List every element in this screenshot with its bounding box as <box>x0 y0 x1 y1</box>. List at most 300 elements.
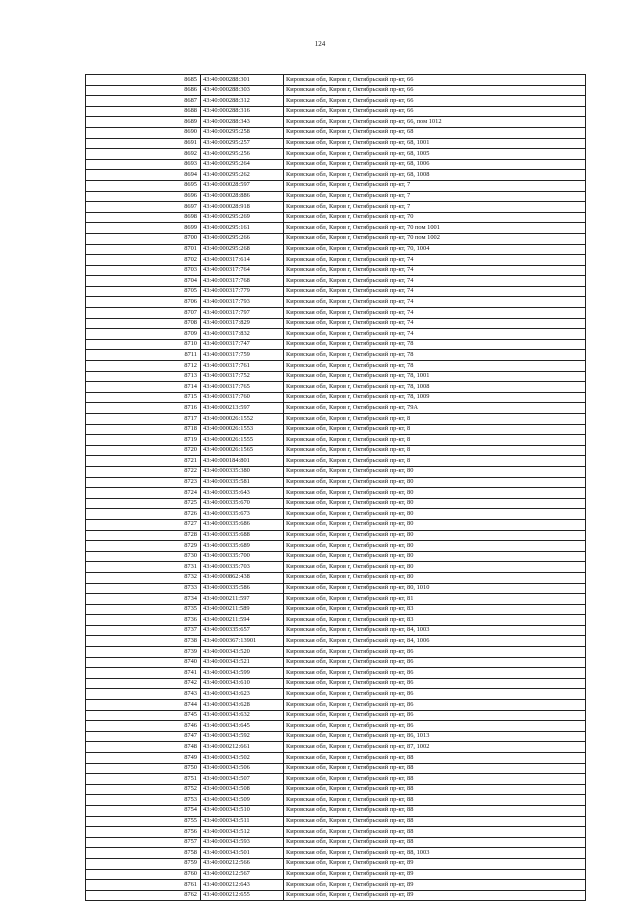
row-number-cell: 8713 <box>86 371 201 382</box>
address-cell: Кировская обл, Киров г, Октябрьский пр-кт, 66 <box>284 75 586 86</box>
table-row <box>86 572 586 583</box>
cadastral-number-cell: 43:40:000335:689 <box>201 541 284 552</box>
row-number-cell: 8723 <box>86 477 201 488</box>
cadastral-number-cell: 43:40:000335:673 <box>201 509 284 520</box>
address-cell: Кировская обл, Киров г, Октябрьский пр-кт, 74 <box>284 329 586 340</box>
row-number-cell: 8741 <box>86 668 201 679</box>
address-cell: Кировская обл, Киров г, Октябрьский пр-кт, 84, 1006 <box>284 636 586 647</box>
cadastral-number-cell: 43:40:000288:301 <box>201 75 284 86</box>
address-cell: Кировская обл, Киров г, Октябрьский пр-кт, 78, 1009 <box>284 392 586 403</box>
table-row <box>86 138 586 149</box>
address-cell: Кировская обл, Киров г, Октябрьский пр-кт, 88 <box>284 753 586 764</box>
table-row <box>86 361 586 372</box>
cadastral-number-cell: 43:40:000335:586 <box>201 583 284 594</box>
address-cell: Кировская обл, Киров г, Октябрьский пр-кт, 68, 1005 <box>284 149 586 160</box>
cadastral-number-cell: 43:40:000343:520 <box>201 647 284 658</box>
row-number-cell: 8761 <box>86 880 201 891</box>
row-number-cell: 8686 <box>86 85 201 96</box>
cadastral-number-cell: 43:40:000343:508 <box>201 784 284 795</box>
table-row <box>86 827 586 838</box>
table-row <box>86 223 586 234</box>
table-row <box>86 869 586 880</box>
address-cell: Кировская обл, Киров г, Октябрьский пр-кт, 80 <box>284 551 586 562</box>
cadastral-number-cell: 43:40:000295:161 <box>201 223 284 234</box>
table-row <box>86 848 586 859</box>
table-row <box>86 562 586 573</box>
row-number-cell: 8720 <box>86 445 201 456</box>
row-number-cell: 8717 <box>86 414 201 425</box>
table-row <box>86 678 586 689</box>
table-row <box>86 117 586 128</box>
table-row <box>86 784 586 795</box>
cadastral-number-cell: 43:40:000295:256 <box>201 149 284 160</box>
row-number-cell: 8701 <box>86 244 201 255</box>
cadastral-number-cell: 43:40:000026:1553 <box>201 424 284 435</box>
table-row <box>86 392 586 403</box>
row-number-cell: 8708 <box>86 318 201 329</box>
cadastral-number-cell: 43:40:000343:521 <box>201 657 284 668</box>
cadastral-number-cell: 43:40:000335:581 <box>201 477 284 488</box>
row-number-cell: 8754 <box>86 805 201 816</box>
address-cell: Кировская обл, Киров г, Октябрьский пр-кт, 74 <box>284 276 586 287</box>
address-cell: Кировская обл, Киров г, Октябрьский пр-кт, 80 <box>284 562 586 573</box>
row-number-cell: 8731 <box>86 562 201 573</box>
cadastral-number-cell: 43:40:000288:303 <box>201 85 284 96</box>
cadastral-number-cell: 43:40:000317:747 <box>201 339 284 350</box>
table-row <box>86 318 586 329</box>
row-number-cell: 8758 <box>86 848 201 859</box>
row-number-cell: 8747 <box>86 731 201 742</box>
cadastral-number-cell: 43:40:000335:703 <box>201 562 284 573</box>
row-number-cell: 8699 <box>86 223 201 234</box>
row-number-cell: 8749 <box>86 753 201 764</box>
address-cell: Кировская обл, Киров г, Октябрьский пр-кт, 8 <box>284 414 586 425</box>
cadastral-number-cell: 43:40:000317:829 <box>201 318 284 329</box>
address-cell: Кировская обл, Киров г, Октябрьский пр-кт, 89 <box>284 858 586 869</box>
table-row <box>86 858 586 869</box>
cadastral-number-cell: 43:40:000317:764 <box>201 265 284 276</box>
cadastral-number-cell: 43:40:000317:614 <box>201 255 284 266</box>
cadastral-number-cell: 43:40:000028:886 <box>201 191 284 202</box>
cadastral-number-cell: 43:40:000335:686 <box>201 519 284 530</box>
cadastral-number-cell: 43:40:000317:760 <box>201 392 284 403</box>
row-number-cell: 8737 <box>86 625 201 636</box>
table-row <box>86 75 586 86</box>
row-number-cell: 8726 <box>86 509 201 520</box>
registry-table-body <box>86 75 586 901</box>
address-cell: Кировская обл, Киров г, Октябрьский пр-кт, 80 <box>284 466 586 477</box>
cadastral-number-cell: 43:40:000212:643 <box>201 880 284 891</box>
row-number-cell: 8704 <box>86 276 201 287</box>
row-number-cell: 8746 <box>86 721 201 732</box>
table-row <box>86 477 586 488</box>
table-row <box>86 456 586 467</box>
table-row <box>86 106 586 117</box>
row-number-cell: 8702 <box>86 255 201 266</box>
address-cell: Кировская обл, Киров г, Октябрьский пр-кт, 88 <box>284 763 586 774</box>
table-row <box>86 466 586 477</box>
row-number-cell: 8752 <box>86 784 201 795</box>
table-row <box>86 625 586 636</box>
table-row <box>86 890 586 901</box>
table-row <box>86 763 586 774</box>
address-cell: Кировская обл, Киров г, Октябрьский пр-кт, 88 <box>284 795 586 806</box>
row-number-cell: 8685 <box>86 75 201 86</box>
table-row <box>86 488 586 499</box>
address-cell: Кировская обл, Киров г, Октябрьский пр-кт, 80 <box>284 477 586 488</box>
address-cell: Кировская обл, Киров г, Октябрьский пр-кт, 74 <box>284 286 586 297</box>
row-number-cell: 8696 <box>86 191 201 202</box>
address-cell: Кировская обл, Киров г, Октябрьский пр-кт, 8 <box>284 456 586 467</box>
address-cell: Кировская обл, Киров г, Октябрьский пр-кт, 74 <box>284 297 586 308</box>
row-number-cell: 8729 <box>86 541 201 552</box>
table-row <box>86 742 586 753</box>
cadastral-number-cell: 43:40:000335:670 <box>201 498 284 509</box>
row-number-cell: 8733 <box>86 583 201 594</box>
table-row <box>86 265 586 276</box>
cadastral-number-cell: 43:40:000288:312 <box>201 96 284 107</box>
row-number-cell: 8691 <box>86 138 201 149</box>
table-row <box>86 805 586 816</box>
address-cell: Кировская обл, Киров г, Октябрьский пр-кт, 7 <box>284 180 586 191</box>
row-number-cell: 8712 <box>86 361 201 372</box>
table-row <box>86 297 586 308</box>
row-number-cell: 8689 <box>86 117 201 128</box>
address-cell: Кировская обл, Киров г, Октябрьский пр-кт, 80 <box>284 519 586 530</box>
cadastral-number-cell: 43:40:000212:567 <box>201 869 284 880</box>
row-number-cell: 8698 <box>86 212 201 223</box>
row-number-cell: 8730 <box>86 551 201 562</box>
cadastral-number-cell: 43:40:000317:832 <box>201 329 284 340</box>
cadastral-number-cell: 43:40:000288:316 <box>201 106 284 117</box>
row-number-cell: 8736 <box>86 615 201 626</box>
address-cell: Кировская обл, Киров г, Октябрьский пр-кт, 80 <box>284 509 586 520</box>
cadastral-number-cell: 43:40:000212:566 <box>201 858 284 869</box>
address-cell: Кировская обл, Киров г, Октябрьский пр-кт, 88 <box>284 837 586 848</box>
cadastral-number-cell: 43:40:000343:599 <box>201 668 284 679</box>
address-cell: Кировская обл, Киров г, Октябрьский пр-кт, 70, 1004 <box>284 244 586 255</box>
row-number-cell: 8690 <box>86 127 201 138</box>
table-row <box>86 519 586 530</box>
address-cell: Кировская обл, Киров г, Октябрьский пр-кт, 74 <box>284 308 586 319</box>
address-cell: Кировская обл, Киров г, Октябрьский пр-кт, 86 <box>284 710 586 721</box>
address-cell: Кировская обл, Киров г, Октябрьский пр-кт, 80, 1010 <box>284 583 586 594</box>
cadastral-number-cell: 43:40:000862:438 <box>201 572 284 583</box>
cadastral-number-cell: 43:40:000317:797 <box>201 308 284 319</box>
row-number-cell: 8716 <box>86 403 201 414</box>
table-row <box>86 710 586 721</box>
address-cell: Кировская обл, Киров г, Октябрьский пр-кт, 80 <box>284 488 586 499</box>
cadastral-number-cell: 43:40:000295:266 <box>201 233 284 244</box>
cadastral-number-cell: 43:40:000295:258 <box>201 127 284 138</box>
cadastral-number-cell: 43:40:000335:657 <box>201 625 284 636</box>
table-row <box>86 85 586 96</box>
row-number-cell: 8693 <box>86 159 201 170</box>
table-row <box>86 774 586 785</box>
address-cell: Кировская обл, Киров г, Октябрьский пр-кт, 7 <box>284 191 586 202</box>
cadastral-number-cell: 43:40:000212:655 <box>201 890 284 901</box>
address-cell: Кировская обл, Киров г, Октябрьский пр-кт, 88 <box>284 827 586 838</box>
address-cell: Кировская обл, Киров г, Октябрьский пр-кт, 88, 1003 <box>284 848 586 859</box>
table-row <box>86 202 586 213</box>
row-number-cell: 8742 <box>86 678 201 689</box>
row-number-cell: 8751 <box>86 774 201 785</box>
cadastral-number-cell: 43:40:000343:507 <box>201 774 284 785</box>
row-number-cell: 8744 <box>86 700 201 711</box>
table-row <box>86 180 586 191</box>
row-number-cell: 8715 <box>86 392 201 403</box>
row-number-cell: 8724 <box>86 488 201 499</box>
address-cell: Кировская обл, Киров г, Октябрьский пр-кт, 80 <box>284 498 586 509</box>
address-cell: Кировская обл, Киров г, Октябрьский пр-кт, 66 <box>284 106 586 117</box>
row-number-cell: 8709 <box>86 329 201 340</box>
cadastral-number-cell: 43:40:000343:509 <box>201 795 284 806</box>
table-row <box>86 498 586 509</box>
address-cell: Кировская обл, Киров г, Октябрьский пр-кт, 7 <box>284 202 586 213</box>
address-cell: Кировская обл, Киров г, Октябрьский пр-кт, 83 <box>284 604 586 615</box>
address-cell: Кировская обл, Киров г, Октябрьский пр-кт, 8 <box>284 424 586 435</box>
cadastral-number-cell: 43:40:000343:506 <box>201 763 284 774</box>
cadastral-number-cell: 43:40:000026:1555 <box>201 435 284 446</box>
table-row <box>86 191 586 202</box>
row-number-cell: 8706 <box>86 297 201 308</box>
row-number-cell: 8745 <box>86 710 201 721</box>
address-cell: Кировская обл, Киров г, Октябрьский пр-кт, 86 <box>284 657 586 668</box>
table-row <box>86 339 586 350</box>
table-row <box>86 149 586 160</box>
table-row <box>86 541 586 552</box>
address-cell: Кировская обл, Киров г, Октябрьский пр-кт, 78, 1001 <box>284 371 586 382</box>
table-row <box>86 308 586 319</box>
cadastral-number-cell: 43:40:000335:700 <box>201 551 284 562</box>
table-row <box>86 276 586 287</box>
table-row <box>86 700 586 711</box>
cadastral-number-cell: 43:40:000028:597 <box>201 180 284 191</box>
address-cell: Кировская обл, Киров г, Октябрьский пр-кт, 70 пом 1001 <box>284 223 586 234</box>
cadastral-number-cell: 43:40:000343:592 <box>201 731 284 742</box>
address-cell: Кировская обл, Киров г, Октябрьский пр-кт, 86, 1013 <box>284 731 586 742</box>
row-number-cell: 8728 <box>86 530 201 541</box>
row-number-cell: 8710 <box>86 339 201 350</box>
cadastral-number-cell: 43:40:000343:501 <box>201 848 284 859</box>
address-cell: Кировская обл, Киров г, Октябрьский пр-кт, 86 <box>284 647 586 658</box>
table-row <box>86 647 586 658</box>
row-number-cell: 8695 <box>86 180 201 191</box>
address-cell: Кировская обл, Киров г, Октябрьский пр-кт, 81 <box>284 594 586 605</box>
address-cell: Кировская обл, Киров г, Октябрьский пр-кт, 66, пом 1012 <box>284 117 586 128</box>
table-row <box>86 435 586 446</box>
cadastral-number-cell: 43:40:000343:645 <box>201 721 284 732</box>
row-number-cell: 8722 <box>86 466 201 477</box>
table-row <box>86 509 586 520</box>
address-cell: Кировская обл, Киров г, Октябрьский пр-кт, 68, 1006 <box>284 159 586 170</box>
cadastral-number-cell: 43:40:000295:257 <box>201 138 284 149</box>
table-row <box>86 255 586 266</box>
address-cell: Кировская обл, Киров г, Октябрьский пр-кт, 86 <box>284 700 586 711</box>
row-number-cell: 8753 <box>86 795 201 806</box>
address-cell: Кировская обл, Киров г, Октябрьский пр-кт, 78 <box>284 361 586 372</box>
cadastral-number-cell: 43:40:000317:793 <box>201 297 284 308</box>
row-number-cell: 8757 <box>86 837 201 848</box>
row-number-cell: 8735 <box>86 604 201 615</box>
row-number-cell: 8711 <box>86 350 201 361</box>
cadastral-number-cell: 43:40:000343:510 <box>201 805 284 816</box>
table-row <box>86 414 586 425</box>
table-row <box>86 668 586 679</box>
table-row <box>86 286 586 297</box>
table-row <box>86 816 586 827</box>
address-cell: Кировская обл, Киров г, Октябрьский пр-кт, 78 <box>284 339 586 350</box>
address-cell: Кировская обл, Киров г, Октябрьский пр-кт, 70 пом 1002 <box>284 233 586 244</box>
cadastral-number-cell: 43:40:000295:264 <box>201 159 284 170</box>
table-row <box>86 594 586 605</box>
cadastral-number-cell: 43:40:000343:628 <box>201 700 284 711</box>
table-row <box>86 731 586 742</box>
table-row <box>86 159 586 170</box>
cadastral-number-cell: 43:40:000295:269 <box>201 212 284 223</box>
table-row <box>86 329 586 340</box>
row-number-cell: 8725 <box>86 498 201 509</box>
address-cell: Кировская обл, Киров г, Октябрьский пр-кт, 84, 1003 <box>284 625 586 636</box>
address-cell: Кировская обл, Киров г, Октябрьский пр-кт, 89 <box>284 880 586 891</box>
row-number-cell: 8740 <box>86 657 201 668</box>
address-cell: Кировская обл, Киров г, Октябрьский пр-кт, 86 <box>284 689 586 700</box>
cadastral-number-cell: 43:40:000028:918 <box>201 202 284 213</box>
cadastral-number-cell: 43:40:000211:594 <box>201 615 284 626</box>
address-cell: Кировская обл, Киров г, Октябрьский пр-кт, 68, 1008 <box>284 170 586 181</box>
row-number-cell: 8760 <box>86 869 201 880</box>
table-row <box>86 127 586 138</box>
table-row <box>86 445 586 456</box>
cadastral-number-cell: 43:40:000367:13901 <box>201 636 284 647</box>
address-cell: Кировская обл, Киров г, Октябрьский пр-кт, 88 <box>284 784 586 795</box>
row-number-cell: 8756 <box>86 827 201 838</box>
cadastral-number-cell: 43:40:000211:597 <box>201 594 284 605</box>
row-number-cell: 8703 <box>86 265 201 276</box>
table-row <box>86 244 586 255</box>
row-number-cell: 8721 <box>86 456 201 467</box>
table-row <box>86 657 586 668</box>
table-row <box>86 837 586 848</box>
address-cell: Кировская обл, Киров г, Октябрьский пр-кт, 86 <box>284 721 586 732</box>
row-number-cell: 8738 <box>86 636 201 647</box>
address-cell: Кировская обл, Киров г, Октябрьский пр-кт, 74 <box>284 318 586 329</box>
row-number-cell: 8732 <box>86 572 201 583</box>
row-number-cell: 8759 <box>86 858 201 869</box>
row-number-cell: 8694 <box>86 170 201 181</box>
table-row <box>86 382 586 393</box>
table-row <box>86 96 586 107</box>
address-cell: Кировская обл, Киров г, Октябрьский пр-кт, 79А <box>284 403 586 414</box>
cadastral-number-cell: 43:40:000343:623 <box>201 689 284 700</box>
address-cell: Кировская обл, Киров г, Октябрьский пр-кт, 66 <box>284 85 586 96</box>
address-cell: Кировская обл, Киров г, Октябрьский пр-кт, 89 <box>284 890 586 901</box>
address-cell: Кировская обл, Киров г, Октябрьский пр-кт, 89 <box>284 869 586 880</box>
cadastral-number-cell: 43:40:000317:768 <box>201 276 284 287</box>
address-cell: Кировская обл, Киров г, Октябрьский пр-кт, 68, 1001 <box>284 138 586 149</box>
table-row <box>86 530 586 541</box>
table-row <box>86 604 586 615</box>
address-cell: Кировская обл, Киров г, Октябрьский пр-кт, 86 <box>284 668 586 679</box>
cadastral-number-cell: 43:40:000026:1565 <box>201 445 284 456</box>
table-row <box>86 371 586 382</box>
row-number-cell: 8734 <box>86 594 201 605</box>
cadastral-number-cell: 43:40:000343:610 <box>201 678 284 689</box>
table-row <box>86 583 586 594</box>
row-number-cell: 8707 <box>86 308 201 319</box>
table-row <box>86 233 586 244</box>
table-row <box>86 350 586 361</box>
address-cell: Кировская обл, Киров г, Октябрьский пр-кт, 78, 1008 <box>284 382 586 393</box>
row-number-cell: 8718 <box>86 424 201 435</box>
row-number-cell: 8739 <box>86 647 201 658</box>
cadastral-number-cell: 43:40:000026:1552 <box>201 414 284 425</box>
cadastral-number-cell: 43:40:000335:688 <box>201 530 284 541</box>
address-cell: Кировская обл, Киров г, Октябрьский пр-кт, 88 <box>284 816 586 827</box>
address-cell: Кировская обл, Киров г, Октябрьский пр-кт, 78 <box>284 350 586 361</box>
cadastral-number-cell: 43:40:000211:589 <box>201 604 284 615</box>
table-row <box>86 795 586 806</box>
cadastral-number-cell: 43:40:000343:632 <box>201 710 284 721</box>
address-cell: Кировская обл, Киров г, Октябрьский пр-кт, 66 <box>284 96 586 107</box>
address-cell: Кировская обл, Киров г, Октябрьский пр-кт, 8 <box>284 435 586 446</box>
cadastral-number-cell: 43:40:000212:661 <box>201 742 284 753</box>
row-number-cell: 8688 <box>86 106 201 117</box>
row-number-cell: 8743 <box>86 689 201 700</box>
address-cell: Кировская обл, Киров г, Октябрьский пр-кт, 86 <box>284 678 586 689</box>
address-cell: Кировская обл, Киров г, Октябрьский пр-кт, 80 <box>284 572 586 583</box>
address-cell: Кировская обл, Киров г, Октябрьский пр-кт, 68 <box>284 127 586 138</box>
cadastral-number-cell: 43:40:000343:511 <box>201 816 284 827</box>
table-row <box>86 753 586 764</box>
address-cell: Кировская обл, Киров г, Октябрьский пр-кт, 74 <box>284 255 586 266</box>
cadastral-number-cell: 43:40:000317:759 <box>201 350 284 361</box>
row-number-cell: 8705 <box>86 286 201 297</box>
table-row <box>86 212 586 223</box>
table-row <box>86 551 586 562</box>
row-number-cell: 8748 <box>86 742 201 753</box>
row-number-cell: 8687 <box>86 96 201 107</box>
address-cell: Кировская обл, Киров г, Октябрьский пр-кт, 70 <box>284 212 586 223</box>
table-row <box>86 615 586 626</box>
cadastral-number-cell: 43:40:000317:765 <box>201 382 284 393</box>
cadastral-number-cell: 43:40:000317:752 <box>201 371 284 382</box>
cadastral-number-cell: 43:40:000335:643 <box>201 488 284 499</box>
page-number: 124 <box>314 40 326 48</box>
address-cell: Кировская обл, Киров г, Октябрьский пр-кт, 74 <box>284 265 586 276</box>
row-number-cell: 8697 <box>86 202 201 213</box>
address-cell: Кировская обл, Киров г, Октябрьский пр-кт, 88 <box>284 805 586 816</box>
cadastral-number-cell: 43:40:000295:268 <box>201 244 284 255</box>
table-row <box>86 170 586 181</box>
table-row <box>86 636 586 647</box>
cadastral-number-cell: 43:40:000343:512 <box>201 827 284 838</box>
table-row <box>86 424 586 435</box>
address-cell: Кировская обл, Киров г, Октябрьский пр-кт, 83 <box>284 615 586 626</box>
address-cell: Кировская обл, Киров г, Октябрьский пр-кт, 88 <box>284 774 586 785</box>
table-row <box>86 721 586 732</box>
row-number-cell: 8750 <box>86 763 201 774</box>
row-number-cell: 8727 <box>86 519 201 530</box>
row-number-cell: 8719 <box>86 435 201 446</box>
cadastral-number-cell: 43:40:000343:502 <box>201 753 284 764</box>
cadastral-number-cell: 43:40:000335:380 <box>201 466 284 477</box>
address-cell: Кировская обл, Киров г, Октябрьский пр-кт, 87, 1002 <box>284 742 586 753</box>
row-number-cell: 8755 <box>86 816 201 827</box>
cadastral-number-cell: 43:40:000213:597 <box>201 403 284 414</box>
address-cell: Кировская обл, Киров г, Октябрьский пр-кт, 80 <box>284 530 586 541</box>
table-row <box>86 880 586 891</box>
